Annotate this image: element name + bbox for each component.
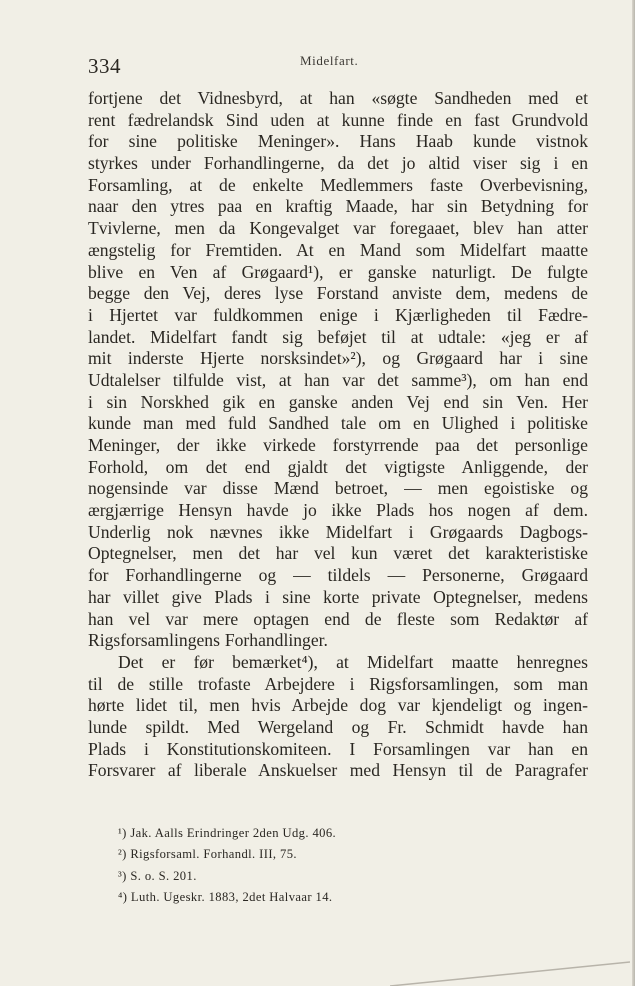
body-text <box>88 88 588 782</box>
text-line: Meninger, der ikke virkede forstyrrende paa det personlige <box>88 435 588 455</box>
text-line: kunde man med fuld Sandhed tale om en Ulighed i politiske <box>88 413 588 434</box>
text-line-paragraph-end: Rigsforsamlingens Forhandlinger. <box>88 630 328 651</box>
text-line: landet. Midelfart fandt sig beføjet til at udtale: «jeg er af <box>88 326 588 347</box>
text-line: for Forhandlingerne og — tildels — Personerne, Grøgaard <box>88 565 588 586</box>
text-line: begge den Vej, deres lyse Forstand anviste dem, medens de <box>88 283 588 304</box>
text-line: hørte lidet til, men hvis Arbejde dog var kjendeligt og ingen- <box>88 695 588 716</box>
text-line: Forsamling, at de enkelte Medlemmers faste Overbevisning, <box>88 174 588 195</box>
text-line: han vel var mere optagen end de fleste som Redaktør af <box>88 608 588 629</box>
text-line: for sine politiske Meninger». Hans Haab kunde vistnok <box>88 131 588 152</box>
text-line: i Hjertet var fuldkommen enige i Kjærligheden til Fædre- <box>88 304 588 325</box>
text-line: rent fædrelandsk Sind uden at kunne finde en fast Grundvold <box>88 109 588 130</box>
text-line: Optegnelser, men det har vel kun været det karakteristiske <box>88 543 588 564</box>
text-line: blive en Ven af Grøgaard¹), er ganske naturligt. De fulgte <box>88 261 588 282</box>
text-line: Plads i Konstitutionskomiteen. I Forsamlingen var han en <box>88 738 588 759</box>
text-line: Udtalelser tilfulde vist, at han var det samme³), om han end <box>88 369 588 390</box>
footnote: ²) Rigsforsaml. Forhandl. III, 75. <box>118 847 297 862</box>
text-line: Tvivlerne, men da Kongevalget var foregaaet, blev han atter <box>88 218 588 239</box>
text-line: Forsvarer af liberale Anskuelser med Hensyn til de Paragrafer <box>88 760 588 781</box>
page-number: 334 <box>88 54 121 78</box>
footnote: ¹) Jak. Aalls Erindringer 2den Udg. 406. <box>118 826 337 840</box>
footnote: ⁴) Luth. Ugeskr. 1883, 2det Halvaar 14. <box>118 889 333 904</box>
footnotes <box>118 823 518 908</box>
text-line: har villet give Plads i sine korte private Optegnelser, medens <box>88 586 588 607</box>
text-line: Underlig nok nævnes ikke Midelfart i Grøgaards Dagbogs- <box>88 521 588 542</box>
text-line: lunde spildt. Med Wergeland og Fr. Schmidt havde han <box>88 716 588 737</box>
text-line: til de stille trofaste Arbejdere i Rigsforsamlingen, som man <box>88 673 588 694</box>
page-curl-shadow <box>390 960 630 986</box>
text-line: Forhold, om det end gjaldt det vigtigste Anliggende, der <box>88 456 588 477</box>
text-line: ængstelig for Fremtiden. At en Mand som Midelfart maatte <box>88 239 588 260</box>
text-line: naar den ytres paa en kraftig Maade, har sin Betydning for <box>88 196 588 217</box>
text-line: mit inderste Hjerte norsksindet»²), og Grøgaard har i sine <box>88 348 588 369</box>
text-line: fortjene det Vidnesbyrd, at han «søgte Sandheden med et <box>88 88 588 108</box>
text-line-paragraph-start: Det er før bemærket⁴), at Midelfart maatte henregnes <box>118 651 588 672</box>
text-line: nogensinde var disse Mænd betroet, — men egoistiske og <box>88 478 588 499</box>
text-line: ærgjærrige Hensyn havde jo ikke Plads hos nogen af dem. <box>88 500 588 521</box>
text-line: i sin Norskhed gik en ganske anden Vej end sin Ven. Her <box>88 391 588 412</box>
footnote: ³) S. o. S. 201. <box>118 868 197 883</box>
running-title: Midelfart. <box>300 53 359 68</box>
text-line: styrkes under Forhandlingerne, da det jo altid viser sig i en <box>88 153 588 174</box>
